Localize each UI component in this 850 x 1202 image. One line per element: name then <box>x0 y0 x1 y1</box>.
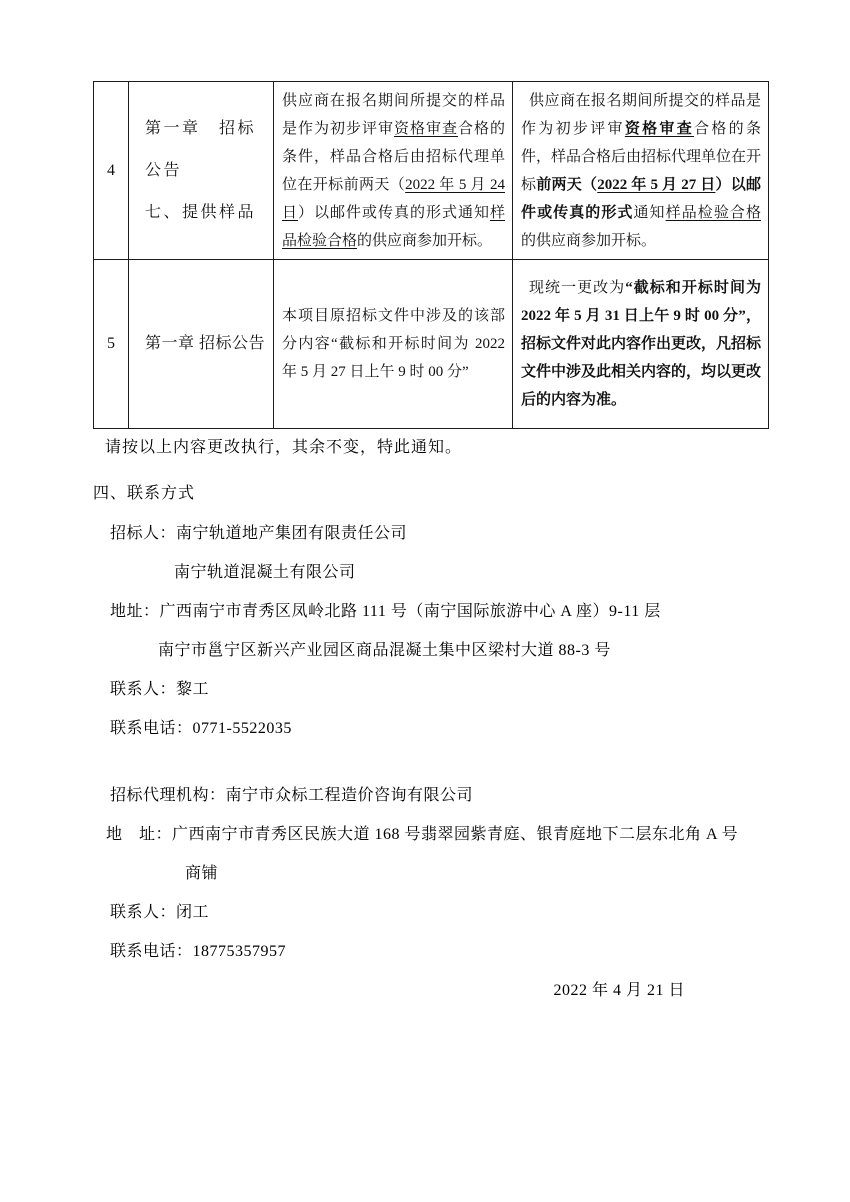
notice-paragraph: 请按以上内容更改执行，其余不变，特此通知。 <box>105 439 463 456</box>
tenderer-contact-line: 联系人：黎工 <box>110 681 210 698</box>
original-content-cell: 供应商在报名期间所提交的样品是作为初步评审资格审查合格的条件，样品合格后由招标代理单位在开标前两天（2022 年 5 月 24 日）以邮件或传真的形式通知样品检验合格的供应商参加开标。 <box>274 82 513 260</box>
tenderer-name-line: 招标人：南宁轨道地产集团有限责任公司 <box>110 525 408 542</box>
agency-address-line-1: 地 址：广西南宁市青秀区民族大道 168 号翡翠园紫青庭、银青庭地下二层东北角 A 号 <box>106 826 739 843</box>
amendment-table <box>93 81 769 429</box>
contact-section-heading: 四、联系方式 <box>93 485 196 502</box>
section-cell <box>129 82 274 260</box>
agency-address-line-2: 商铺 <box>185 865 219 882</box>
revised-content-cell: 供应商在报名期间所提交的样品是作为初步评审资格审查合格的条件，样品合格后由招标代理单位在开标前两天（2022 年 5 月 27 日）以邮件或传真的形式通知样品检验合格的供应商参加开标。 <box>513 82 769 260</box>
tenderer-name-line-2: 南宁轨道混凝土有限公司 <box>174 564 356 581</box>
section-chapter: 第一章 招标公告 <box>145 119 257 179</box>
agency-block <box>93 776 768 971</box>
table-row-4 <box>94 82 769 260</box>
document-date: 2022 年 4 月 21 日 <box>553 982 685 999</box>
table-row-5 <box>94 260 769 429</box>
row-number-cell: 4 <box>94 82 129 260</box>
agency-phone-line: 联系电话：18775357957 <box>110 943 287 960</box>
section-item: 七、提供样品 <box>145 203 257 221</box>
original-content-cell: 本项目原招标文件中涉及的该部分内容“截标和开标时间为 2022 年 5 月 27 日上午 9 时 00 分” <box>274 260 513 429</box>
section-cell <box>129 260 274 429</box>
tenderer-address-line-2: 南宁市邕宁区新兴产业园区商品混凝土集中区梁村大道 88-3 号 <box>158 642 611 659</box>
agency-contact-line: 联系人：闭工 <box>110 904 210 921</box>
tenderer-block <box>93 514 768 748</box>
row-number-cell: 5 <box>94 260 129 429</box>
section-chapter: 第一章 招标公告 <box>145 335 266 352</box>
tenderer-address-line-1: 地址：广西南宁市青秀区凤岭北路 111 号（南宁国际旅游中心 A 座）9-11 层 <box>110 603 661 620</box>
tenderer-phone-line: 联系电话：0771-5522035 <box>110 720 292 737</box>
agency-name-line: 招标代理机构：南宁市众标工程造价咨询有限公司 <box>110 787 474 804</box>
revised-content-cell: 现统一更改为“截标和开标时间为 2022 年 5 月 31 日上午 9 时 00 分”，招标文件对此内容作出更改，凡招标文件中涉及此相关内容的，均以更改后的内容为准。 <box>513 260 769 429</box>
